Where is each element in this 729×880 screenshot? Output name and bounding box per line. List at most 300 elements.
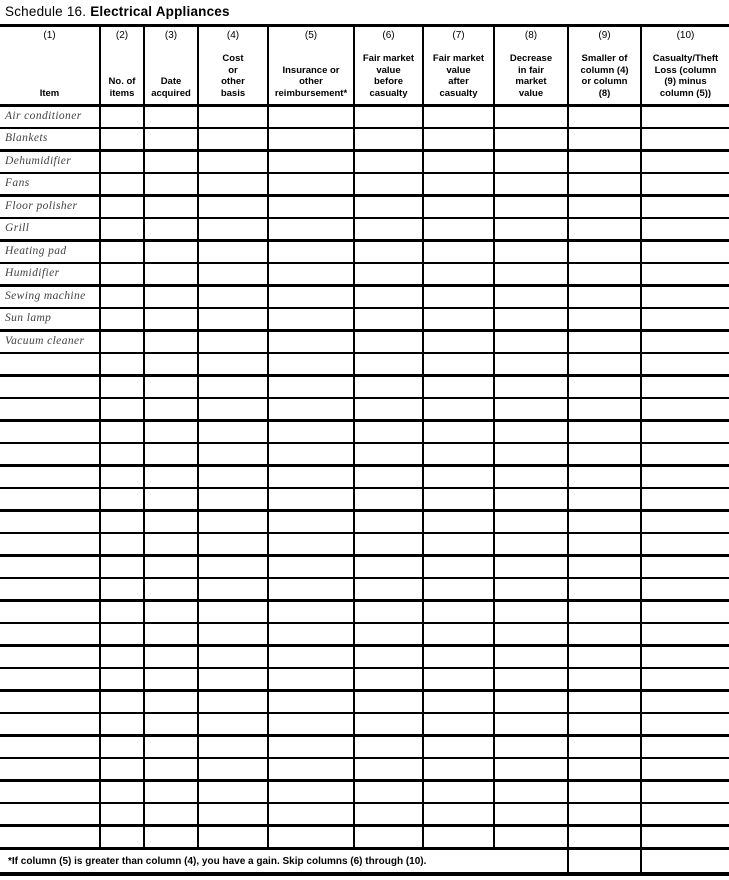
entry-cell <box>267 827 353 847</box>
entry-cell <box>99 759 143 779</box>
entry-cell <box>143 624 197 644</box>
entry-cell <box>353 467 422 487</box>
column-label: Date acquired <box>151 76 191 99</box>
entry-cell <box>493 692 567 712</box>
item-label: Grill <box>5 222 30 234</box>
entry-cell <box>567 444 640 464</box>
column-label: Cost or other basis <box>220 53 246 99</box>
entry-cell <box>567 332 640 352</box>
entry-cell <box>267 512 353 532</box>
entry-cell <box>353 152 422 172</box>
entry-cell <box>422 197 493 217</box>
column-header-5 <box>267 27 353 104</box>
entry-cell <box>567 624 640 644</box>
column-header-10 <box>640 27 729 104</box>
entry-cell <box>197 377 267 397</box>
column-header-9 <box>567 27 640 104</box>
entry-cell <box>567 219 640 239</box>
item-cell <box>0 804 99 824</box>
entry-cell <box>353 264 422 284</box>
entry-cell <box>493 174 567 194</box>
entry-cell <box>422 512 493 532</box>
entry-cell <box>197 197 267 217</box>
entry-cell <box>422 332 493 352</box>
entry-cell <box>99 152 143 172</box>
table-row <box>0 714 729 737</box>
table-header-row <box>0 24 729 107</box>
entry-cell <box>640 264 729 284</box>
entry-cell <box>493 602 567 622</box>
entry-cell <box>640 377 729 397</box>
table-row <box>0 152 729 174</box>
entry-cell <box>197 422 267 442</box>
entry-cell <box>493 197 567 217</box>
entry-cell <box>353 219 422 239</box>
entry-cell <box>567 557 640 577</box>
table-row <box>0 669 729 692</box>
entry-cell <box>422 579 493 599</box>
entry-cell <box>353 737 422 757</box>
entry-cell <box>640 714 729 734</box>
entry-cell <box>567 692 640 712</box>
entry-cell <box>99 174 143 194</box>
entry-cell <box>422 647 493 667</box>
column-label: Smaller of column (4) or column (8) <box>580 53 629 99</box>
entry-cell <box>143 242 197 262</box>
entry-cell <box>197 219 267 239</box>
entry-cell <box>422 782 493 802</box>
entry-cell <box>197 669 267 689</box>
entry-cell <box>99 129 143 149</box>
entry-cell <box>353 579 422 599</box>
column-number: (10) <box>676 30 695 41</box>
table-row <box>0 534 729 557</box>
entry-cell <box>99 647 143 667</box>
entry-cell <box>197 287 267 307</box>
entry-cell <box>143 107 197 127</box>
entry-cell <box>99 557 143 577</box>
item-cell <box>0 827 99 847</box>
entry-cell <box>267 174 353 194</box>
entry-cell <box>143 669 197 689</box>
entry-cell <box>493 354 567 374</box>
entry-cell <box>353 107 422 127</box>
item-cell <box>0 422 99 442</box>
entry-cell <box>353 129 422 149</box>
entry-cell <box>493 827 567 847</box>
entry-cell <box>640 467 729 487</box>
entry-cell <box>640 669 729 689</box>
entry-cell <box>353 827 422 847</box>
column-header-4 <box>197 27 267 104</box>
entry-cell <box>640 422 729 442</box>
entry-cell <box>99 332 143 352</box>
entry-cell <box>99 602 143 622</box>
table-row <box>0 422 729 444</box>
entry-cell <box>197 152 267 172</box>
entry-cell <box>493 759 567 779</box>
entry-cell <box>353 512 422 532</box>
entry-cell <box>197 827 267 847</box>
item-cell <box>0 602 99 622</box>
entry-cell <box>267 759 353 779</box>
item-label: Vacuum cleaner <box>5 335 85 347</box>
entry-cell <box>640 737 729 757</box>
table-row <box>0 512 729 534</box>
entry-cell <box>143 467 197 487</box>
entry-cell <box>422 174 493 194</box>
entry-cell <box>422 827 493 847</box>
entry-cell <box>143 129 197 149</box>
entry-cell <box>422 804 493 824</box>
entry-cell <box>640 287 729 307</box>
entry-cell <box>267 782 353 802</box>
entry-cell <box>267 534 353 554</box>
table-row <box>0 827 729 850</box>
table-row <box>0 467 729 489</box>
entry-cell <box>197 129 267 149</box>
entry-cell <box>422 354 493 374</box>
column-number: (9) <box>598 30 611 41</box>
entry-cell <box>422 399 493 419</box>
entry-cell <box>353 692 422 712</box>
entry-cell <box>267 264 353 284</box>
entry-cell <box>422 444 493 464</box>
entry-cell <box>567 534 640 554</box>
entry-cell <box>143 332 197 352</box>
column-header-1 <box>0 27 99 104</box>
entry-cell <box>567 107 640 127</box>
entry-cell <box>493 624 567 644</box>
entry-cell <box>197 782 267 802</box>
entry-cell <box>640 444 729 464</box>
entry-cell <box>99 467 143 487</box>
table-row <box>0 197 729 219</box>
table-row <box>0 759 729 782</box>
entry-cell <box>567 422 640 442</box>
entry-cell <box>353 354 422 374</box>
entry-cell <box>422 489 493 509</box>
entry-cell <box>143 219 197 239</box>
table-row <box>0 107 729 129</box>
entry-cell <box>197 242 267 262</box>
item-cell <box>0 647 99 667</box>
entry-cell <box>640 354 729 374</box>
entry-cell <box>99 714 143 734</box>
entry-cell <box>143 264 197 284</box>
entry-cell <box>640 557 729 577</box>
item-cell <box>0 287 99 307</box>
item-cell <box>0 737 99 757</box>
item-cell <box>0 242 99 262</box>
item-label: Floor polisher <box>5 200 78 212</box>
entry-cell <box>353 287 422 307</box>
entry-cell <box>567 827 640 847</box>
entry-cell <box>143 309 197 329</box>
entry-cell <box>197 264 267 284</box>
entry-cell <box>640 624 729 644</box>
entry-cell <box>422 692 493 712</box>
entry-cell <box>267 714 353 734</box>
entry-cell <box>640 242 729 262</box>
entry-cell <box>353 647 422 667</box>
item-label: Air conditioner <box>5 110 82 122</box>
item-cell <box>0 512 99 532</box>
table-row <box>0 737 729 759</box>
entry-cell <box>640 399 729 419</box>
entry-cell <box>567 467 640 487</box>
entry-cell <box>143 422 197 442</box>
column-number: (2) <box>115 30 129 41</box>
entry-cell <box>493 107 567 127</box>
entry-cell <box>640 782 729 802</box>
entry-cell <box>493 534 567 554</box>
table-row <box>0 579 729 602</box>
entry-cell <box>640 804 729 824</box>
entry-cell <box>640 129 729 149</box>
entry-cell <box>99 197 143 217</box>
entry-cell <box>567 647 640 667</box>
entry-cell <box>143 444 197 464</box>
entry-cell <box>267 377 353 397</box>
entry-cell <box>353 759 422 779</box>
entry-cell <box>353 399 422 419</box>
entry-cell <box>567 669 640 689</box>
item-cell <box>0 309 99 329</box>
item-cell <box>0 174 99 194</box>
entry-cell <box>493 242 567 262</box>
entry-cell <box>567 759 640 779</box>
entry-cell <box>99 512 143 532</box>
entry-cell <box>493 219 567 239</box>
entry-cell <box>267 579 353 599</box>
entry-cell <box>197 489 267 509</box>
entry-cell <box>640 534 729 554</box>
entry-cell <box>353 377 422 397</box>
column-label: Fair market value after casualty <box>432 53 485 99</box>
entry-cell <box>143 759 197 779</box>
entry-cell <box>353 624 422 644</box>
entry-cell <box>197 759 267 779</box>
entry-cell <box>422 219 493 239</box>
entry-cell <box>197 714 267 734</box>
entry-cell <box>197 174 267 194</box>
entry-cell <box>143 827 197 847</box>
entry-cell <box>99 737 143 757</box>
item-cell <box>0 579 99 599</box>
entry-cell <box>267 489 353 509</box>
entry-cell <box>422 107 493 127</box>
entry-cell <box>422 602 493 622</box>
entry-cell <box>197 467 267 487</box>
entry-cell <box>567 264 640 284</box>
entry-cell <box>267 737 353 757</box>
entry-cell <box>143 174 197 194</box>
entry-cell <box>267 287 353 307</box>
entry-cell <box>567 287 640 307</box>
column-label: Decrease in fair market value <box>509 53 553 99</box>
entry-cell <box>567 152 640 172</box>
entry-cell <box>640 692 729 712</box>
entry-cell <box>353 804 422 824</box>
entry-cell <box>640 107 729 127</box>
entry-cell <box>143 737 197 757</box>
entry-cell <box>567 804 640 824</box>
entry-cell <box>197 309 267 329</box>
entry-cell <box>267 399 353 419</box>
entry-cell <box>422 737 493 757</box>
entry-cell <box>99 219 143 239</box>
entry-cell <box>197 557 267 577</box>
entry-cell <box>267 242 353 262</box>
entry-cell <box>640 332 729 352</box>
table-row <box>0 242 729 264</box>
entry-cell <box>493 737 567 757</box>
table-body <box>0 107 729 850</box>
entry-cell <box>640 512 729 532</box>
entry-cell <box>143 152 197 172</box>
entry-cell <box>143 197 197 217</box>
entry-cell <box>197 332 267 352</box>
entry-cell <box>99 107 143 127</box>
entry-cell <box>567 714 640 734</box>
column-number: (4) <box>226 30 240 41</box>
entry-cell <box>99 309 143 329</box>
entry-cell <box>353 422 422 442</box>
entry-cell <box>197 624 267 644</box>
entry-cell <box>353 332 422 352</box>
column-number: (8) <box>524 30 538 41</box>
entry-cell <box>493 377 567 397</box>
entry-cell <box>567 602 640 622</box>
entry-cell <box>422 152 493 172</box>
entry-cell <box>143 714 197 734</box>
entry-cell <box>197 579 267 599</box>
entry-cell <box>422 264 493 284</box>
entry-cell <box>567 242 640 262</box>
entry-cell <box>143 399 197 419</box>
entry-cell <box>422 309 493 329</box>
entry-cell <box>640 174 729 194</box>
entry-cell <box>493 782 567 802</box>
entry-cell <box>267 557 353 577</box>
entry-cell <box>197 444 267 464</box>
item-cell <box>0 444 99 464</box>
entry-cell <box>267 602 353 622</box>
entry-cell <box>422 557 493 577</box>
entry-cell <box>99 804 143 824</box>
footnote-entry-cell-col9 <box>567 850 640 872</box>
entry-cell <box>493 309 567 329</box>
entry-cell <box>493 489 567 509</box>
item-cell <box>0 714 99 734</box>
item-cell <box>0 377 99 397</box>
entry-cell <box>197 692 267 712</box>
entry-cell <box>99 242 143 262</box>
table-row <box>0 219 729 242</box>
entry-cell <box>422 714 493 734</box>
entry-cell <box>567 512 640 532</box>
entry-cell <box>422 534 493 554</box>
entry-cell <box>267 444 353 464</box>
entry-cell <box>493 444 567 464</box>
entry-cell <box>493 714 567 734</box>
entry-cell <box>353 197 422 217</box>
entry-cell <box>493 399 567 419</box>
entry-cell <box>267 219 353 239</box>
entry-cell <box>267 129 353 149</box>
item-cell <box>0 467 99 487</box>
entry-cell <box>267 197 353 217</box>
entry-cell <box>493 264 567 284</box>
item-cell <box>0 669 99 689</box>
entry-cell <box>197 399 267 419</box>
entry-cell <box>197 534 267 554</box>
entry-cell <box>567 354 640 374</box>
entry-cell <box>197 354 267 374</box>
entry-cell <box>143 512 197 532</box>
table-row <box>0 489 729 512</box>
entry-cell <box>99 264 143 284</box>
entry-cell <box>567 579 640 599</box>
item-cell <box>0 557 99 577</box>
entry-cell <box>197 647 267 667</box>
entry-cell <box>99 489 143 509</box>
entry-cell <box>197 804 267 824</box>
entry-cell <box>99 669 143 689</box>
entry-cell <box>640 759 729 779</box>
entry-cell <box>267 107 353 127</box>
entry-cell <box>267 647 353 667</box>
entry-cell <box>640 579 729 599</box>
item-cell <box>0 534 99 554</box>
entry-cell <box>267 354 353 374</box>
entry-cell <box>99 422 143 442</box>
entry-cell <box>422 377 493 397</box>
table-row <box>0 782 729 804</box>
entry-cell <box>422 669 493 689</box>
entry-cell <box>640 152 729 172</box>
entry-cell <box>99 782 143 802</box>
item-cell <box>0 354 99 374</box>
table-row <box>0 129 729 152</box>
column-number: (5) <box>304 30 318 41</box>
entry-cell <box>267 152 353 172</box>
entry-cell <box>353 242 422 262</box>
table-row <box>0 692 729 714</box>
schedule-number-label: Schedule 16. <box>5 4 87 19</box>
table-row <box>0 399 729 422</box>
entry-cell <box>422 467 493 487</box>
entry-cell <box>493 422 567 442</box>
item-cell <box>0 129 99 149</box>
item-label: Heating pad <box>5 245 67 257</box>
entry-cell <box>567 489 640 509</box>
entry-cell <box>422 624 493 644</box>
entry-cell <box>197 737 267 757</box>
entry-cell <box>267 624 353 644</box>
column-label: Insurance or other reimbursement* <box>274 64 348 99</box>
entry-cell <box>143 782 197 802</box>
item-cell <box>0 692 99 712</box>
entry-cell <box>143 534 197 554</box>
entry-cell <box>143 489 197 509</box>
entry-cell <box>353 714 422 734</box>
entry-cell <box>353 534 422 554</box>
entry-cell <box>267 467 353 487</box>
entry-cell <box>640 489 729 509</box>
item-label: Fans <box>5 177 30 189</box>
